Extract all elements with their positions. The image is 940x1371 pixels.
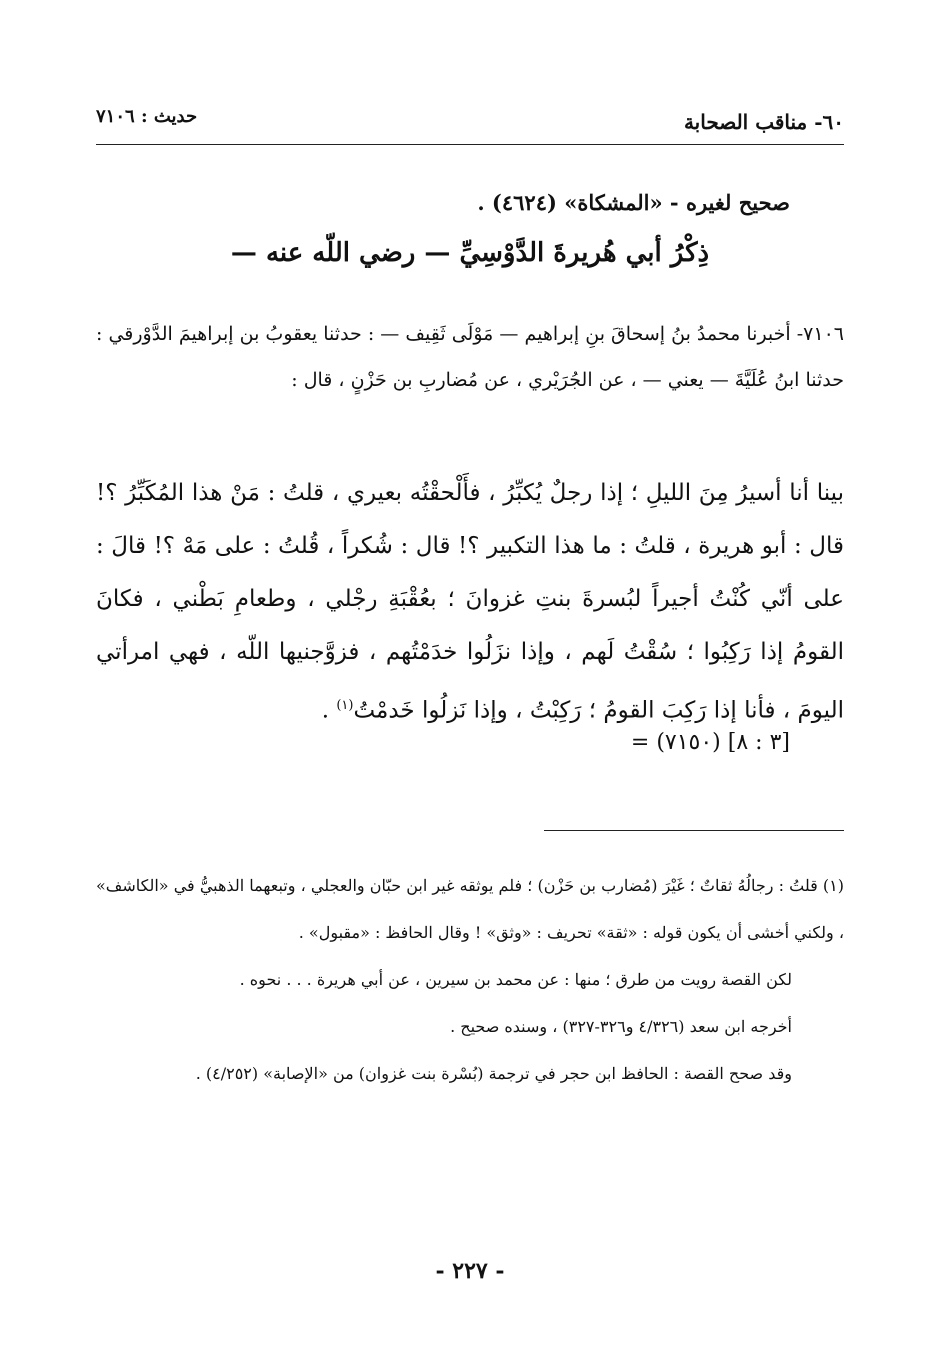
footnote-paragraph-4: وقد صحح القصة : الحافظ ابن حجر في ترجمة (بُسْرة بنت غزوان) من «الإصابة» (٤/٢٥٢) . [195, 1064, 792, 1083]
footnote-marker: (١) [336, 698, 354, 713]
hadith-isnad: ٧١٠٦- أخبرنا محمدُ بنُ إسحاقَ بنِ إبراهيم — مَوْلَى ثَقِيف — : حدثنا يعقوبُ بن إبراهيمَ الدَّوْرقي : حدثنا ابنُ عُلَيَّةَ — يعني — ، عن الجُرَيْري ، عن مُضاربِ بن حَزْنٍ ، قال : [96, 323, 844, 391]
footnote-divider [544, 830, 844, 831]
cross-reference: = (٧١٥٠) [٣ : ٨] [630, 730, 790, 755]
footnote-paragraph-2: لكن القصة رويت من طرق ؛ منها : عن محمد بن سيرين ، عن أبي هريرة . . . نحوه . [239, 970, 792, 989]
chapter-title: ٦٠- مناقب الصحابة [683, 110, 844, 134]
footnote-paragraph-3: أخرجه ابن سعد (٤/٣٢٦ و٣٢٦-٣٢٧) ، وسنده صحيح . [450, 1017, 792, 1036]
section-heading: ذِكْرُ أبي هُريرةَ الدَّوْسِيِّ — رضي اللّه عنه — [230, 238, 710, 268]
page-number: - ٢٢٧ - [435, 1258, 505, 1284]
matn-text: بينا أنا أسيرُ مِنَ الليلِ ؛ إذا رجلٌ يُكبِّرُ ، فأَلْحقْتُه بعيري ، قلتُ : مَنْ هذا المُكَبِّرُ ؟! قال : أبو هريرة ، قلتُ : ما هذا التكبير ؟! قال : شُكراً ، قُلتُ : على مَهْ ؟! قالَ : على أنّي كُنْتُ أجيراً لبُسرةَ بنتِ غزوانَ ؛ بعُقْبَةِ رجْلي ، وطعامِ بَطْني ، فكانَ القومُ إذا رَكِبُوا ؛ سُقْتُ لَهم ، وإذا نزَلُوا خدَمْتُهم ، فزوَّجنيها اللّه ، فهي امرأتي اليومَ ، فأنا إذا رَكِبَ القومُ ؛ رَكِبْتُ ، وإذا نَزلُوا خَدمْتُ [96, 480, 844, 724]
matn-end: . [321, 697, 337, 724]
page-header [96, 104, 844, 145]
hadith-reference: حديث : ٧١٠٦ [96, 106, 198, 127]
footnote-1: (١) قلتُ : رجالُهُ ثقاتٌ ؛ غَيْرَ (مُضارب بن حَزْن) ؛ فلم يوثقه غير ابن حبّان والعجلي ، وتبعهما الذهبيُّ في «الكاشف» ، ولكني أخشى أن يكون قوله : «ثقة» تحريف : «وثق» ! وقال الحافظ : «مقبول» . [96, 876, 844, 942]
hadith-grading: صحيح لغيره - «المشكاة» (٤٦٢٤) . [477, 190, 790, 215]
hadith-matn [96, 467, 844, 738]
footnotes [96, 862, 844, 1097]
